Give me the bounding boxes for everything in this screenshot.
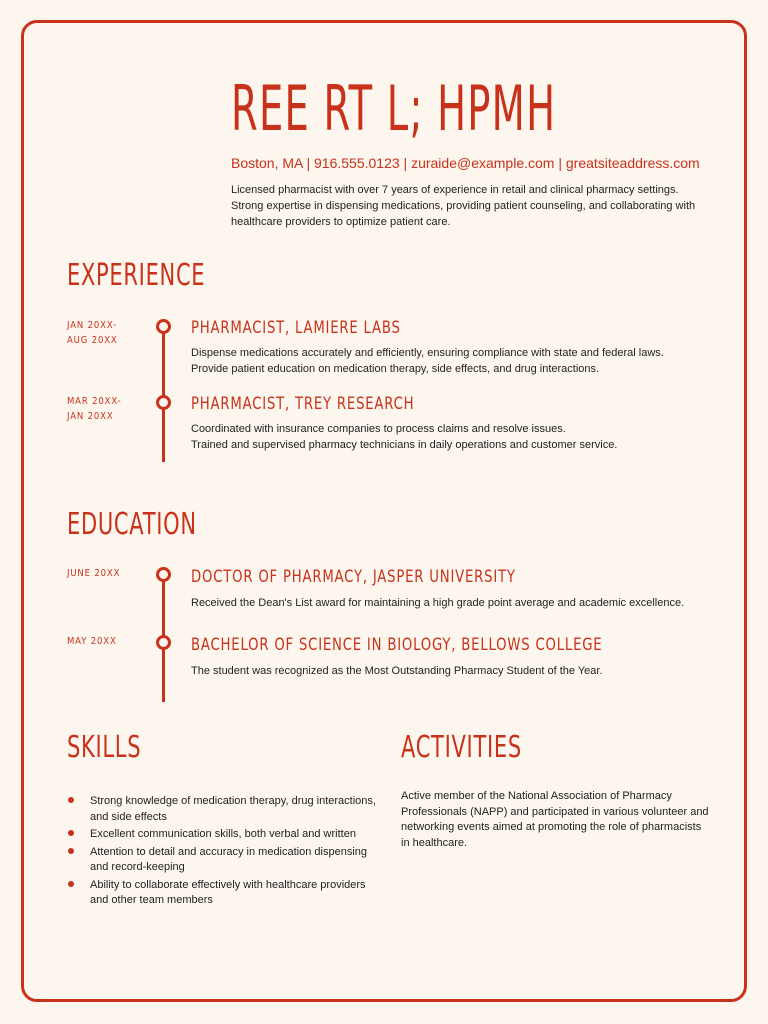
entry-description [191, 422, 721, 453]
skill-text: Ability to collaborate effectively with healthcare providers and other team members [90, 878, 366, 906]
candidate-name: REE RT L; HPMH [231, 72, 557, 145]
bullet-icon [68, 830, 74, 836]
professional-summary: Licensed pharmacist with over 7 years of experience in retail and clinical pharmacy settings. Strong expertise in dispensing medications, providing patient counseling, and collaborating with healthcare providers to optimize patient care. [231, 184, 696, 228]
contact-info: Boston, MA | 916.555.0123 | zuraide@example.com | greatsiteaddress.com [231, 155, 700, 171]
education-heading: EDUCATION [67, 507, 197, 542]
entry-date: MAY 20XX [67, 636, 117, 647]
activities-description: Active member of the National Association of Pharmacy Professionals (NAPP) and participated in various volunteer and networking events aimed at promoting the role of pharmacists in healthcare. [401, 790, 709, 849]
entry-title: PHARMACIST, LAMIERE LABS [191, 318, 401, 338]
bullet-icon [68, 797, 74, 803]
entry-date: JUNE 20XX [67, 568, 121, 579]
skill-item [66, 827, 386, 843]
bullet-icon [68, 848, 74, 854]
entry-date: JAN 20XX- AUG 20XX [67, 320, 118, 346]
entry-title: PHARMACIST, TREY RESEARCH [191, 394, 415, 414]
entry-description-line: The student was recognized as the Most Outstanding Pharmacy Student of the Year. [191, 665, 603, 677]
education-timeline-dot [156, 567, 171, 582]
skill-item [66, 845, 386, 876]
entry-date: MAR 20XX- JAN 20XX [67, 396, 122, 422]
entry-description-line: Provide patient education on medication therapy, side effects, and drug interactions. [191, 362, 600, 375]
skill-text: Strong knowledge of medication therapy, drug interactions, and side effects [90, 795, 376, 823]
skill-item [66, 878, 386, 909]
skill-text: Excellent communication skills, both verbal and written [90, 828, 356, 840]
entry-description-line: Trained and supervised pharmacy technicians in daily operations and customer service. [191, 438, 618, 451]
entry-description-line: Received the Dean's List award for maintaining a high grade point average and academic excellence. [191, 597, 685, 609]
entry-description [191, 664, 721, 680]
education-timeline-dot [156, 635, 171, 650]
skill-text: Attention to detail and accuracy in medication dispensing and record-keeping [90, 845, 368, 873]
entry-title: DOCTOR OF PHARMACY, JASPER UNIVERSITY [191, 567, 516, 587]
skills-heading: SKILLS [67, 730, 142, 765]
experience-timeline-line [162, 326, 165, 462]
activities-heading: ACTIVITIES [401, 730, 522, 765]
entry-description [191, 596, 721, 612]
entry-description [191, 346, 721, 377]
bullet-icon [68, 881, 74, 887]
experience-heading: EXPERIENCE [67, 258, 206, 293]
entry-title: BACHELOR OF SCIENCE IN BIOLOGY, BELLOWS COLLEGE [191, 635, 603, 655]
entry-description-line: Coordinated with insurance companies to process claims and resolve issues. [191, 423, 566, 435]
skills-list [66, 794, 386, 911]
experience-timeline-dot [156, 395, 171, 410]
entry-description-line: Dispense medications accurately and efficiently, ensuring compliance with state and federal laws. [191, 347, 664, 359]
skill-item [66, 794, 386, 825]
experience-timeline-dot [156, 319, 171, 334]
